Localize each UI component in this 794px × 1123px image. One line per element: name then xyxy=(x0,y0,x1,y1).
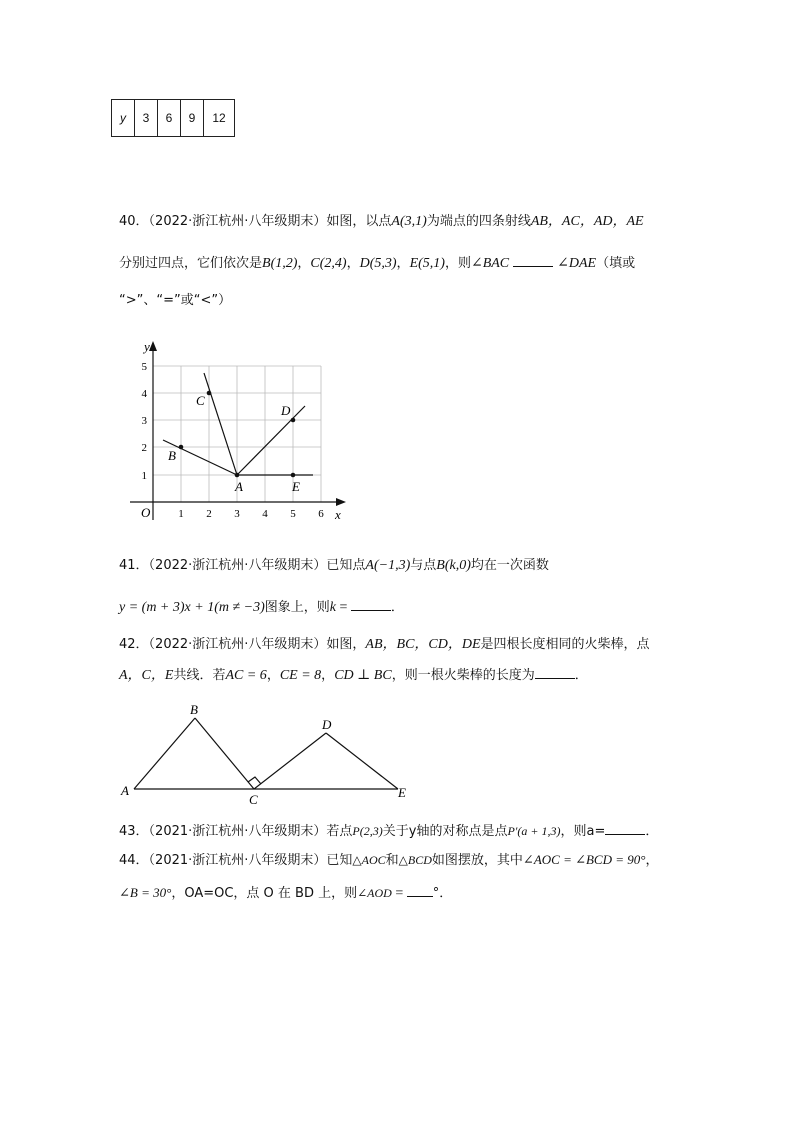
question-text: 若点 xyxy=(326,824,353,839)
point-e: E(5,1) xyxy=(409,256,445,271)
separator: ， xyxy=(266,668,280,683)
label-e: E xyxy=(292,479,300,494)
point-labels xyxy=(168,393,300,494)
separator: ， xyxy=(645,853,659,868)
question-text: ，则 xyxy=(444,256,471,271)
value-table xyxy=(111,99,235,137)
question-text: 均在一次函数 xyxy=(470,558,549,573)
question-text: 如图摆放，其中 xyxy=(431,853,523,868)
table-cell: 3 xyxy=(135,100,158,137)
ray-ad xyxy=(237,406,305,475)
question-number: 40． xyxy=(119,214,149,229)
x-tick: 1 xyxy=(178,508,184,520)
equals-sign: = xyxy=(391,886,407,901)
label-a: A xyxy=(121,783,129,798)
condition-ac: AC = 6 xyxy=(225,668,267,683)
x-axis-arrow xyxy=(336,498,346,506)
y-tick: 4 xyxy=(141,388,147,400)
condition-perp: CD ⊥ BC xyxy=(334,668,392,683)
question-text: 图象上，则 xyxy=(264,600,330,615)
label-b: B xyxy=(190,702,198,717)
y-tick: 3 xyxy=(141,415,147,427)
y-tick: 5 xyxy=(141,361,147,373)
point-b: B(1,2) xyxy=(262,256,298,271)
question-source: （2021·浙江杭州·八年级期末） xyxy=(148,824,327,839)
question-source: （2022·浙江杭州·八年级期末） xyxy=(148,214,327,229)
question-text: 已知点 xyxy=(326,558,366,573)
question-number: 41． xyxy=(119,558,149,573)
variable-k: k xyxy=(329,600,337,615)
question-40-line2 xyxy=(119,254,635,273)
value-table-row xyxy=(112,100,235,137)
question-text: 是四根长度相同的火柴棒，点 xyxy=(480,637,650,652)
x-tick: 6 xyxy=(318,508,324,520)
answer-blank[interactable] xyxy=(351,598,391,611)
question-text: 如图， xyxy=(326,637,366,652)
rays xyxy=(163,373,313,475)
answer-blank[interactable] xyxy=(513,254,553,267)
equals-sign: = xyxy=(336,600,351,615)
stick-cd xyxy=(254,733,326,789)
y-tick: 1 xyxy=(141,470,147,482)
stick-ab xyxy=(134,718,195,789)
question-text: 共线．若 xyxy=(173,668,226,683)
figure-lines xyxy=(134,718,398,789)
x-tick: 2 xyxy=(206,508,212,520)
period: ． xyxy=(390,600,404,615)
rays: AB，AC，AD，AE xyxy=(530,214,644,229)
angle-aod: ∠AOD xyxy=(357,886,392,900)
question-text: “>”、“=”或“<”） xyxy=(119,293,232,308)
question-text: 如图，以点 xyxy=(326,214,392,229)
label-c: C xyxy=(249,792,258,807)
question-text: 和 xyxy=(385,853,399,868)
question-text: ，则a= xyxy=(560,824,606,839)
degree-period: °． xyxy=(432,886,453,901)
label-d: D xyxy=(281,403,291,418)
sticks: AB，BC，CD，DE xyxy=(365,637,481,652)
point-e-dot xyxy=(291,473,296,478)
x-tick: 3 xyxy=(234,508,240,520)
question-source: （2022·浙江杭州·八年级期末） xyxy=(148,637,327,652)
question-text: 为端点的四条射线 xyxy=(426,214,531,229)
y-tick-labels xyxy=(142,361,148,482)
point-b: B(k,0) xyxy=(436,558,471,573)
period: ． xyxy=(574,668,588,683)
label-b: B xyxy=(168,448,176,463)
question-44-line1 xyxy=(119,851,658,870)
point-d: D(5,3) xyxy=(359,256,397,271)
stick-de xyxy=(326,733,398,789)
y-axis-arrow xyxy=(149,341,157,351)
function-expression: y = (m + 3)x + 1(m ≠ −3) xyxy=(119,600,265,615)
separator: ， xyxy=(346,256,360,271)
label-d: D xyxy=(322,717,332,732)
point-c: C(2,4) xyxy=(310,256,347,271)
angle-dae: ∠DAE xyxy=(557,256,597,271)
table-cell: 9 xyxy=(181,100,204,137)
point-c-dot xyxy=(207,391,212,396)
triangle-bcd: △BCD xyxy=(398,853,432,867)
question-text: 已知 xyxy=(326,853,353,868)
condition-right-angles: ∠AOC = ∠BCD = 90° xyxy=(522,852,646,867)
separator: ， xyxy=(297,256,311,271)
triangle-aoc: △AOC xyxy=(352,853,386,867)
condition-ce: CE = 8 xyxy=(279,668,322,683)
separator: ， xyxy=(321,668,335,683)
table-cell: 12 xyxy=(204,100,235,137)
question-40-line1 xyxy=(119,213,644,231)
question-text: 关于y轴的对称点是点 xyxy=(382,824,508,839)
condition-angle-b: ∠B = 30° xyxy=(119,885,172,900)
matchstick-figure xyxy=(118,700,418,810)
y-tick: 2 xyxy=(141,442,147,454)
label-e: E xyxy=(398,785,406,800)
answer-blank[interactable] xyxy=(535,666,575,679)
period: ． xyxy=(645,824,659,839)
point-a: A(3,1) xyxy=(391,214,427,229)
x-tick: 5 xyxy=(290,508,296,520)
origin-label: O xyxy=(141,505,151,520)
question-41-line1 xyxy=(119,557,549,575)
stick-bc xyxy=(195,718,254,789)
question-44-line2 xyxy=(119,884,452,903)
right-angle-mark xyxy=(248,777,261,784)
label-c: C xyxy=(196,393,205,408)
question-text: ，OA=OC，点 O 在 BD 上，则 xyxy=(171,886,358,901)
question-42-line1 xyxy=(119,636,650,654)
question-number: 42． xyxy=(119,637,149,652)
point-d-dot xyxy=(291,418,296,423)
question-43-line1 xyxy=(119,822,658,841)
question-41-line2 xyxy=(119,598,404,617)
question-number: 44． xyxy=(119,853,149,868)
y-axis-label: y xyxy=(144,339,150,354)
x-tick-labels xyxy=(178,508,324,520)
question-number: 43． xyxy=(119,824,149,839)
x-axis-label: x xyxy=(335,507,341,522)
point-b-dot xyxy=(179,445,184,450)
label-a: A xyxy=(235,479,243,494)
question-source: （2021·浙江杭州·八年级期末） xyxy=(148,853,327,868)
question-source: （2022·浙江杭州·八年级期末） xyxy=(148,558,327,573)
separator: ， xyxy=(396,256,410,271)
angle-bac: ∠BAC xyxy=(470,256,510,271)
x-tick: 4 xyxy=(262,508,268,520)
question-text: ，则一根火柴棒的长度为 xyxy=(391,668,535,683)
table-label-y: y xyxy=(112,100,135,137)
coordinate-graph xyxy=(120,335,360,535)
point-p-prime: P′(a + 1,3) xyxy=(507,824,561,838)
answer-blank[interactable] xyxy=(605,822,645,835)
question-42-line2 xyxy=(119,666,588,685)
point-p: P(2,3) xyxy=(352,824,383,838)
question-text: （填或 xyxy=(596,256,636,271)
question-40-line3 xyxy=(119,292,231,310)
point-a: A(−1,3) xyxy=(365,558,411,573)
point-a-dot xyxy=(235,473,240,478)
question-text: 分别过四点，它们依次是 xyxy=(119,256,263,271)
answer-blank[interactable] xyxy=(407,884,433,897)
table-cell: 6 xyxy=(158,100,181,137)
collinear-points: A，C，E xyxy=(119,668,174,683)
question-text: 与点 xyxy=(410,558,437,573)
